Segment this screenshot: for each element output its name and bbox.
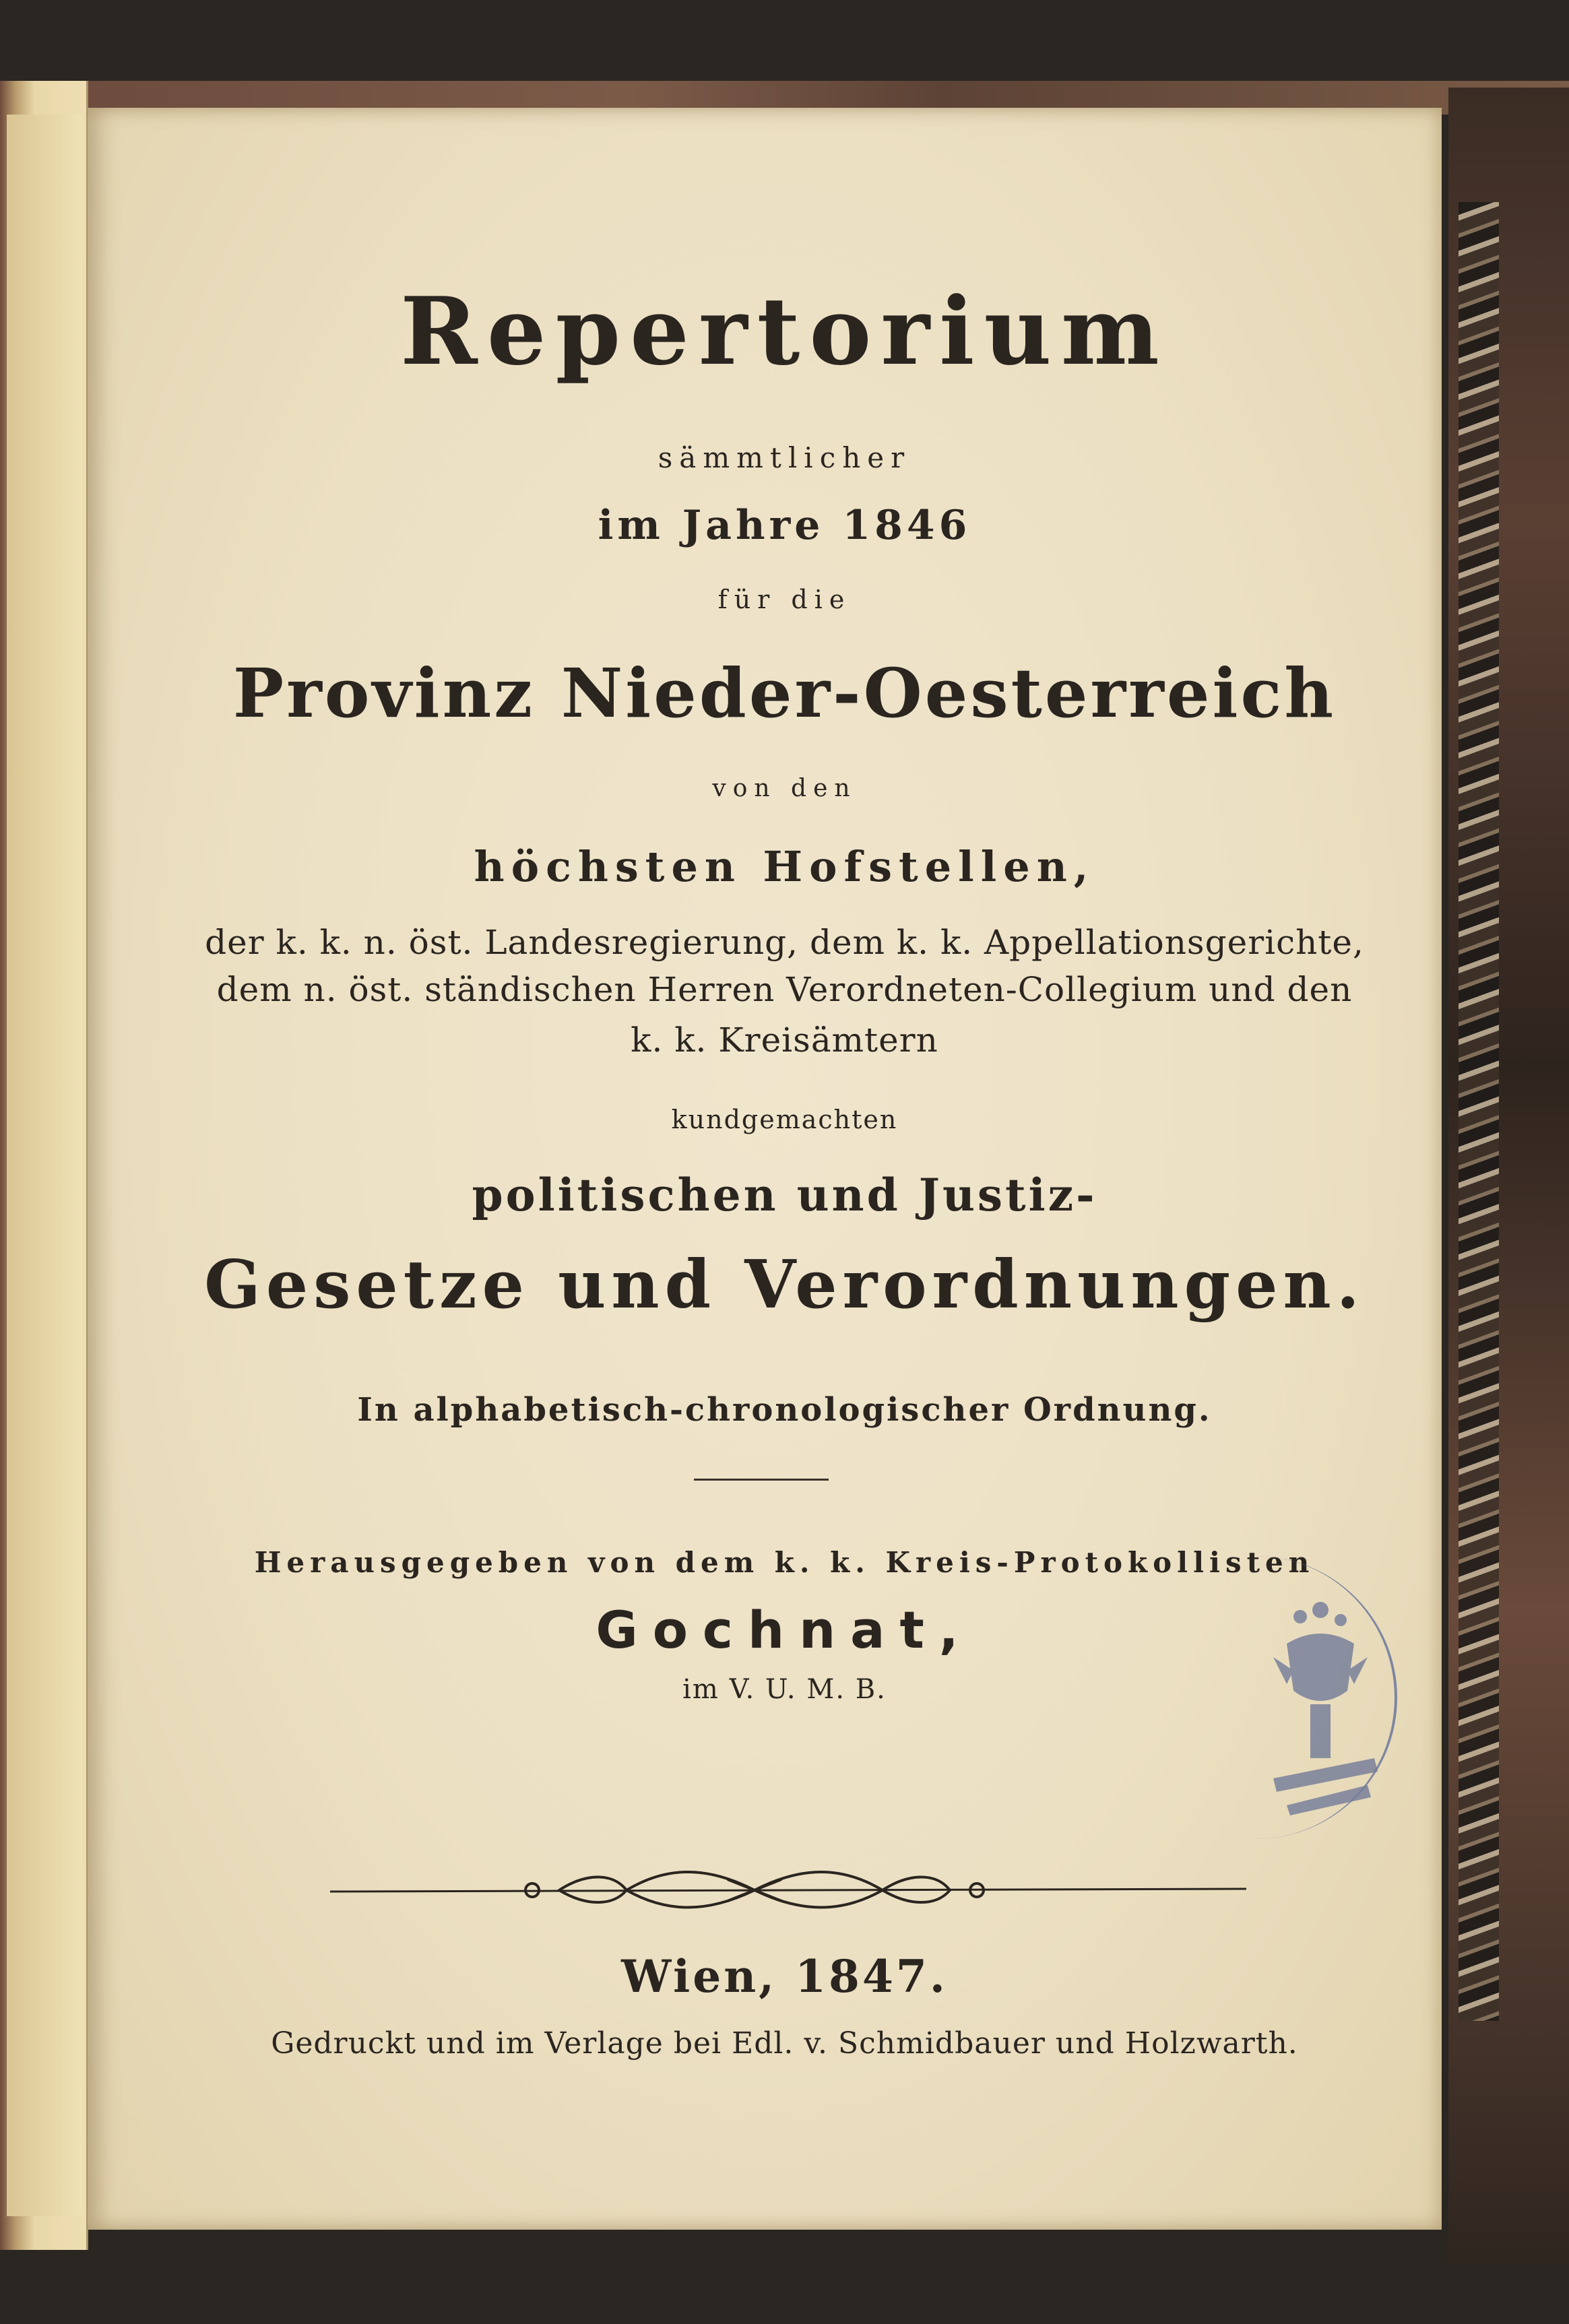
authorities-heading: höchsten Hofstellen, xyxy=(474,842,1095,891)
imprint-city: Wien, 1847. xyxy=(621,1950,948,2003)
page-title: Repertorium xyxy=(400,276,1169,386)
divider xyxy=(694,1479,829,1481)
subtitle-line-3: von den xyxy=(712,775,857,802)
authorities-line: der k. k. n. öst. Landesregierung, dem k. k. Appellationsgerichte, xyxy=(205,923,1364,962)
subtitle-line-2: für die xyxy=(717,585,852,614)
province-heading: Provinz Nieder-Oesterreich xyxy=(232,653,1337,733)
order-line: In alphabetisch-chronologischer Ordnung. xyxy=(357,1391,1212,1429)
editor-place: im V. U. M. B. xyxy=(682,1674,887,1705)
ornamental-rule xyxy=(330,1866,1246,1913)
library-stamp xyxy=(1246,1556,1397,1839)
authorities-line: k. k. Kreisämtern xyxy=(631,1021,938,1060)
left-page xyxy=(7,115,82,2216)
year-line: im Jahre 1846 xyxy=(598,502,971,549)
subtitle-line-4: kundgemachten xyxy=(671,1105,898,1134)
imprint-printer: Gedruckt und im Verlage bei Edl. v. Schmidbauer und Holzwarth. xyxy=(271,2026,1298,2061)
editor-name: Gochnat, xyxy=(596,1600,973,1660)
editor-intro: Herausgegeben von dem k. k. Kreis-Protokollisten xyxy=(254,1546,1315,1579)
authorities-line: dem n. öst. ständischen Herren Verordneten-Collegium und den xyxy=(216,970,1353,1009)
laws-kind-line: politischen und Justiz- xyxy=(472,1169,1097,1221)
subtitle-line-1: sämmtlicher xyxy=(658,441,911,474)
crest-icon xyxy=(1246,1556,1395,1839)
main-heading: Gesetze und Verordnungen. xyxy=(204,1246,1365,1324)
